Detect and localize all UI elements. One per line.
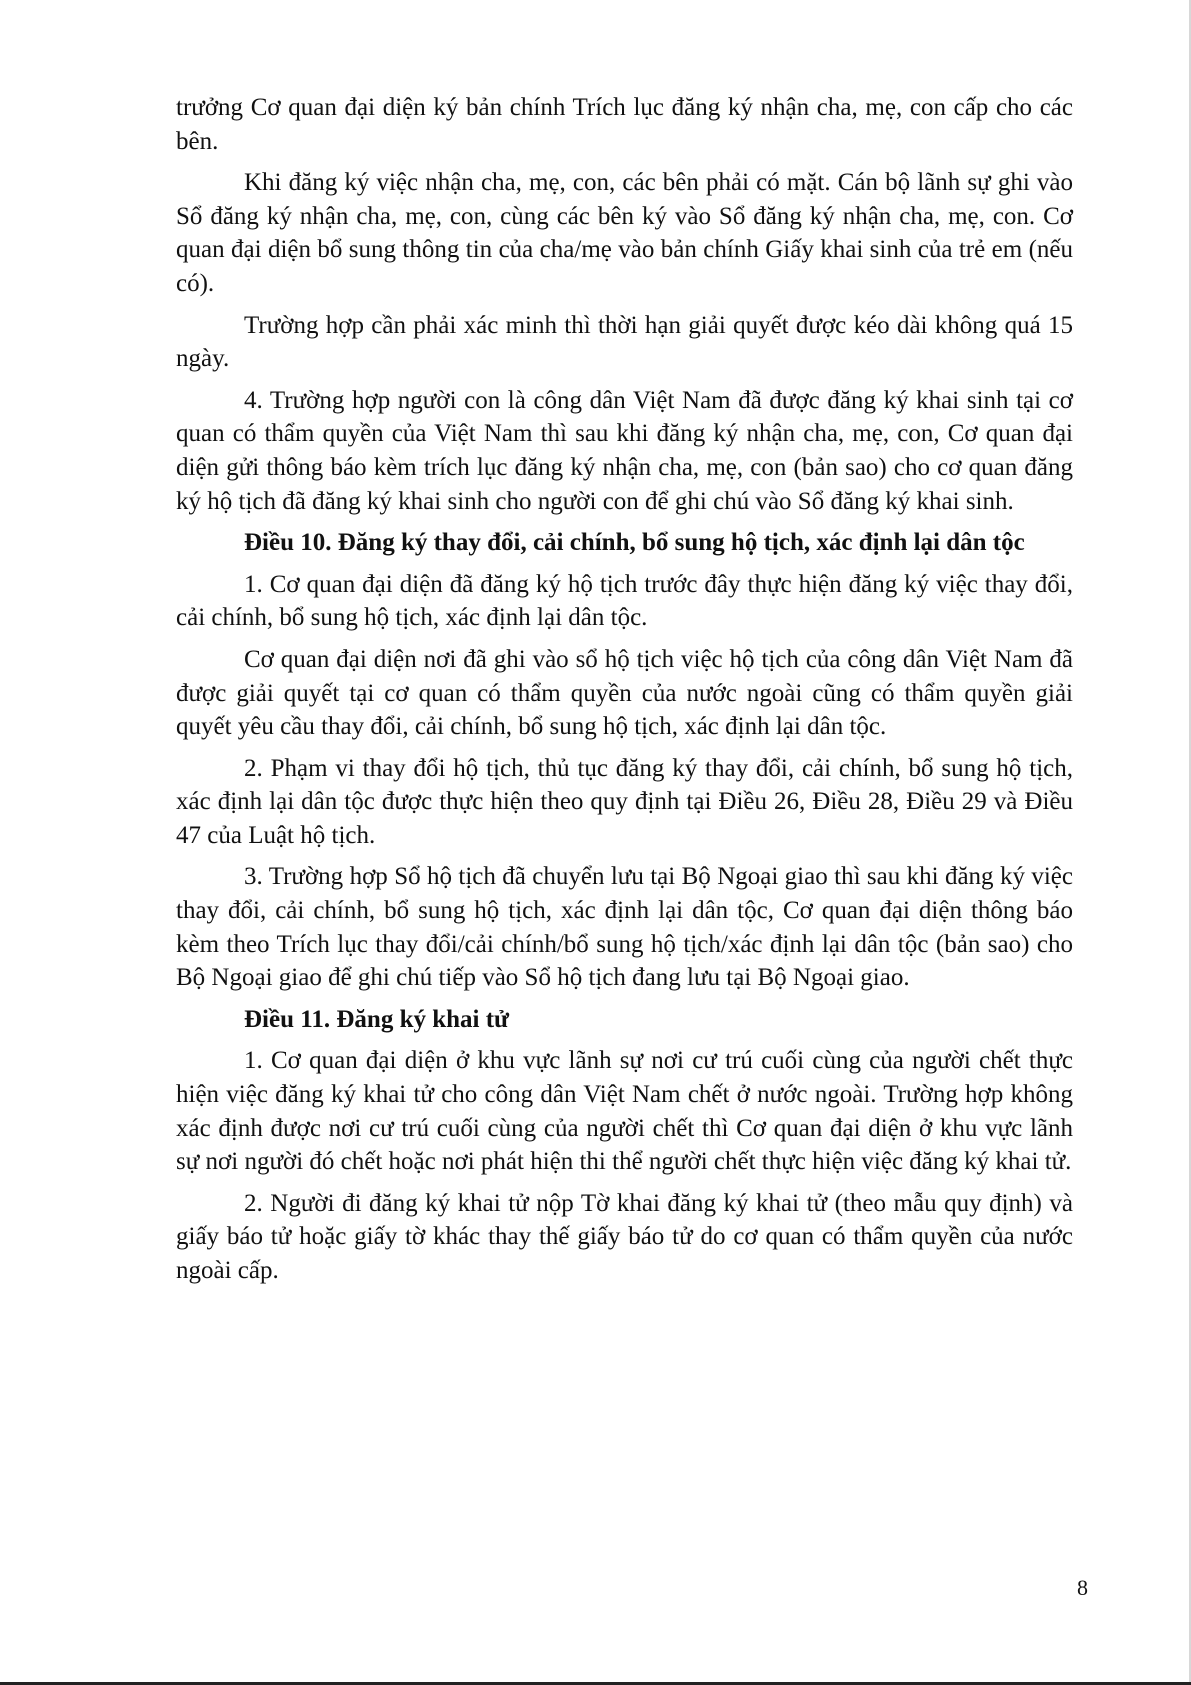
paragraph: Khi đăng ký việc nhận cha, mẹ, con, các bên phải có mặt. Cán bộ lãnh sự ghi vào Sổ đăng ký nhận cha, mẹ, con, cùng các bên ký vào Sổ đăng ký nhận cha, mẹ, con. Cơ quan đại diện bổ sung thông tin của cha/mẹ vào bản chính Giấy khai sinh của trẻ em (nếu có). [176,169,1073,297]
paragraph: Trường hợp cần phải xác minh thì thời hạn giải quyết được kéo dài không quá 15 ngày. [176,311,1073,373]
paragraph: 3. Trường hợp Sổ hộ tịch đã chuyển lưu tại Bộ Ngoại giao thì sau khi đăng ký việc thay đổi, cải chính, bổ sung hộ tịch, xác định lại dân tộc, Cơ quan đại diện thông báo kèm theo Trích lục thay đổi/cải chính/bổ sung hộ tịch/xác định lại dân tộc (bản sao) cho Bộ Ngoại giao để ghi chú tiếp vào Sổ hộ tịch đang lưu tại Bộ Ngoại giao. [176,863,1073,992]
paragraph: trưởng Cơ quan đại diện ký bản chính Trích lục đăng ký nhận cha, mẹ, con cấp cho các bên. [176,94,1073,155]
article-heading: Điều 10. Đăng ký thay đổi, cải chính, bổ sung hộ tịch, xác định lại dân tộc [244,529,1025,557]
paragraph: 2. Phạm vi thay đổi hộ tịch, thủ tục đăng ký thay đổi, cải chính, bổ sung hộ tịch, xác định lại dân tộc được thực hiện theo quy định tại Điều 26, Điều 28, Điều 29 và Điều 47 của Luật hộ tịch. [176,754,1073,849]
paragraph: 4. Trường hợp người con là công dân Việt Nam đã được đăng ký khai sinh tại cơ quan có thẩm quyền của Việt Nam thì sau khi đăng ký nhận cha, mẹ, con, Cơ quan đại diện gửi thông báo kèm trích lục đăng ký nhận cha, mẹ, con (bản sao) cho cơ quan đăng ký hộ tịch đã đăng ký khai sinh cho người con để ghi chú vào Sổ đăng ký khai sinh. [176,386,1073,515]
paragraph: 1. Cơ quan đại diện ở khu vực lãnh sự nơi cư trú cuối cùng của người chết thực hiện việc đăng ký khai tử cho công dân Việt Nam chết ở nước ngoài. Trường hợp không xác định được nơi cư trú cuối cùng của người chết thì Cơ quan đại diện ở khu vực lãnh sự nơi người đó chết hoặc nơi phát hiện thi thể người chết thực hiện việc đăng ký khai tử. [176,1047,1073,1176]
paragraph: 1. Cơ quan đại diện đã đăng ký hộ tịch trước đây thực hiện đăng ký việc thay đổi, cải chính, bổ sung hộ tịch, xác định lại dân tộc. [176,570,1073,632]
document-body [176,91,1073,1296]
page-number: 8 [1077,1575,1088,1600]
article-heading: Điều 11. Đăng ký khai tử [244,1005,510,1033]
paragraph: 2. Người đi đăng ký khai tử nộp Tờ khai đăng ký khai tử (theo mẫu quy định) và giấy báo tử hoặc giấy tờ khác thay thế giấy báo tử do cơ quan có thẩm quyền của nước ngoài cấp. [176,1189,1073,1284]
paragraph: Cơ quan đại diện nơi đã ghi vào sổ hộ tịch việc hộ tịch của công dân Việt Nam đã được giải quyết tại cơ quan có thẩm quyền của nước ngoài cũng có thẩm quyền giải quyết yêu cầu thay đổi, cải chính, bổ sung hộ tịch, xác định lại dân tộc. [176,645,1073,741]
